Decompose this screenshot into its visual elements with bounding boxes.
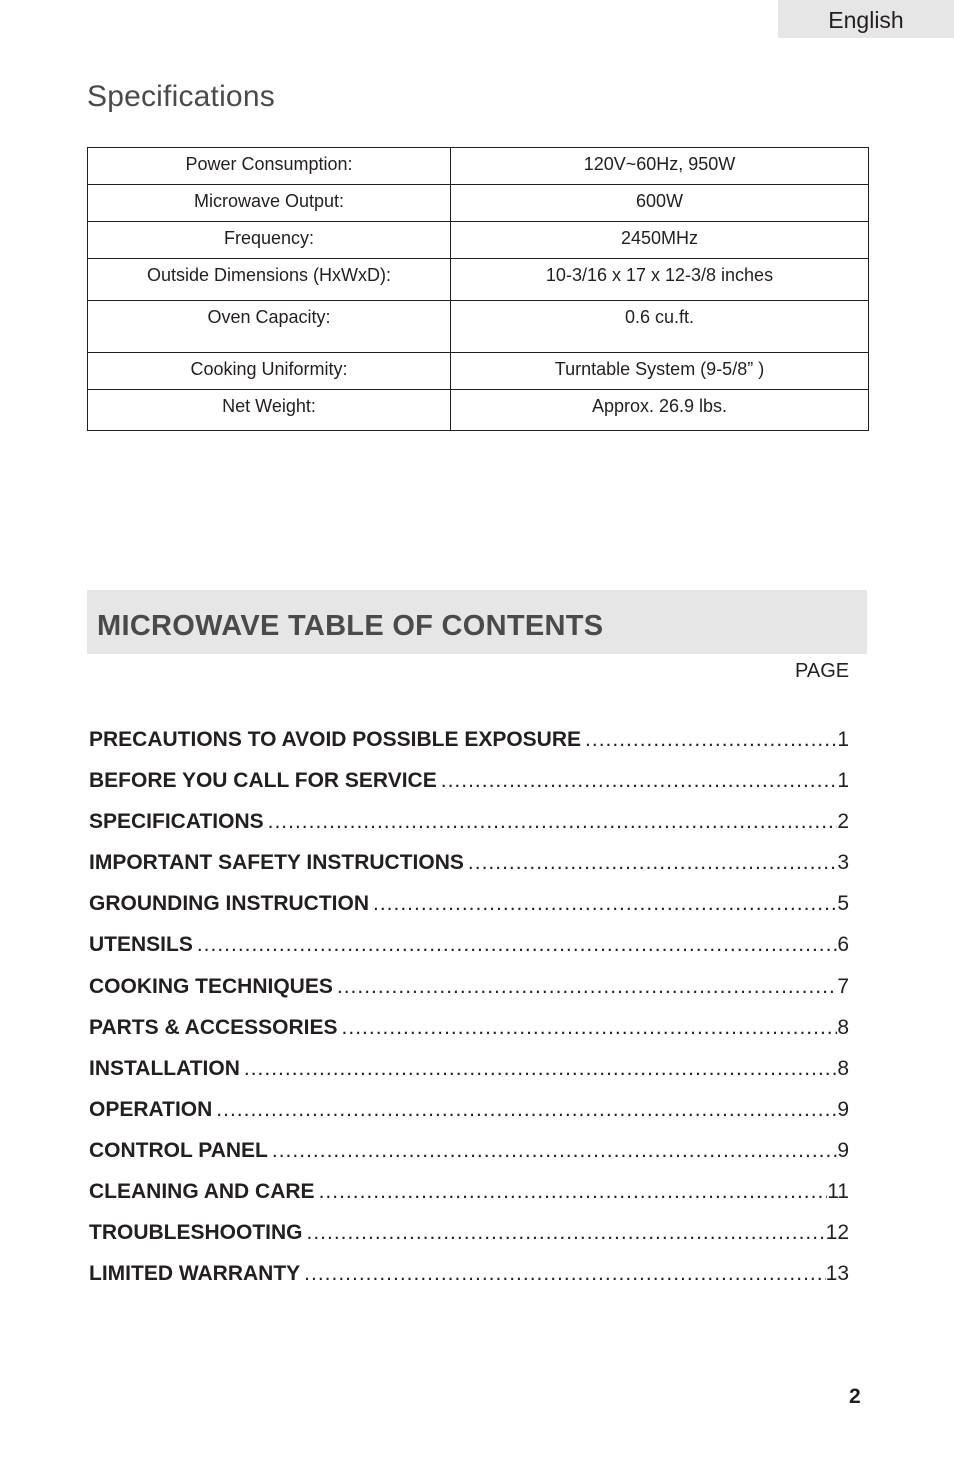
toc-entry-page: 5: [837, 892, 849, 916]
specifications-title: Specifications: [87, 80, 275, 113]
spec-value: Approx. 26.9 lbs.: [451, 390, 869, 431]
toc-page-label: PAGE: [795, 660, 850, 682]
spec-row: [88, 222, 869, 259]
toc-entry: [89, 1089, 849, 1130]
toc-entry-label: CONTROL PANEL: [89, 1138, 268, 1162]
toc-entry-page: 9: [837, 1138, 849, 1162]
toc-entry: [89, 966, 849, 1007]
toc-entry-label: SPECIFICATIONS: [89, 810, 264, 834]
toc-entry-label: OPERATION: [89, 1097, 213, 1121]
toc-entry: [89, 1171, 849, 1212]
spec-label: Power Consumption:: [88, 148, 451, 185]
toc-entry-label: IMPORTANT SAFETY INSTRUCTIONS: [89, 851, 464, 875]
toc-entry-label: CLEANING AND CARE: [89, 1180, 315, 1204]
toc-entry: [89, 1253, 849, 1294]
toc-entry-page: 2: [837, 810, 849, 834]
toc-leader: [337, 966, 837, 1007]
toc-entry-page: 7: [837, 974, 849, 998]
spec-label: Outside Dimensions (HxWxD):: [88, 259, 451, 301]
toc-entry-page: 8: [837, 1056, 849, 1080]
toc-entry-page: 1: [837, 728, 849, 751]
toc-entry-page: 8: [837, 1015, 849, 1039]
toc-entry: [89, 801, 849, 842]
toc-entry: [89, 1130, 849, 1171]
specifications-table: [87, 147, 869, 431]
toc-entry-label: COOKING TECHNIQUES: [89, 974, 333, 998]
spec-label: Net Weight:: [88, 390, 451, 431]
spec-row: [88, 259, 869, 301]
spec-row: [88, 390, 869, 431]
toc-leader: [342, 1007, 838, 1048]
toc-title: MICROWAVE TABLE OF CONTENTS: [97, 610, 604, 642]
toc-entry-label: INSTALLATION: [89, 1056, 240, 1080]
toc-entry-page: 11: [827, 1180, 849, 1204]
toc-leader: [272, 1130, 837, 1171]
toc-entry: [89, 842, 849, 883]
spec-label: Cooking Uniformity:: [88, 353, 451, 390]
toc-entry: [89, 883, 849, 924]
spec-value: 10-3/16 x 17 x 12-3/8 inches: [451, 259, 869, 301]
spec-value: 120V~60Hz, 950W: [451, 148, 869, 185]
toc-entry-label: BEFORE YOU CALL FOR SERVICE: [89, 769, 437, 793]
toc-entry-page: 6: [837, 933, 849, 957]
toc-leader: [468, 842, 837, 883]
toc-entry-label: PRECAUTIONS TO AVOID POSSIBLE EXPOSURE: [89, 728, 582, 751]
spec-label: Microwave Output:: [88, 185, 451, 222]
toc-entry-label: UTENSILS: [89, 933, 193, 957]
spec-label: Frequency:: [88, 222, 451, 259]
spec-value: 0.6 cu.ft.: [451, 301, 869, 353]
toc-entry-label: LIMITED WARRANTY: [89, 1262, 301, 1286]
toc-entry: [89, 1212, 849, 1253]
toc-leader: [585, 719, 837, 760]
toc-leader: [304, 1253, 825, 1294]
spec-row: [88, 185, 869, 222]
toc-entry: [89, 1007, 849, 1048]
toc-leader: [307, 1212, 826, 1253]
toc-header: [87, 590, 867, 654]
spec-value: Turntable System (9-5/8” ): [451, 353, 869, 390]
spec-value: 2450MHz: [451, 222, 869, 259]
spec-row: [88, 353, 869, 390]
toc-entry: [89, 1048, 849, 1089]
language-tab: English: [778, 0, 954, 38]
toc-leader: [244, 1048, 837, 1089]
toc-entry-page: 9: [837, 1097, 849, 1121]
spec-value: 600W: [451, 185, 869, 222]
toc-entry-label: PARTS & ACCESSORIES: [89, 1015, 338, 1039]
spec-label: Oven Capacity:: [88, 301, 451, 353]
toc-entry-label: GROUNDING INSTRUCTION: [89, 892, 369, 916]
toc-entry: [89, 760, 849, 801]
toc-entry-page: 13: [825, 1262, 849, 1286]
spec-row: [88, 148, 869, 185]
toc-entry-page: 12: [825, 1221, 849, 1245]
toc-leader: [268, 801, 838, 842]
toc-leader: [373, 883, 837, 924]
page-number: 2: [849, 1385, 861, 1408]
toc-entry: [89, 924, 849, 965]
toc-leader: [216, 1089, 837, 1130]
toc-entry: [89, 719, 849, 760]
toc-leader: [319, 1171, 828, 1212]
toc-leader: [197, 924, 837, 965]
spec-row: [88, 301, 869, 353]
toc-list: [89, 719, 849, 1294]
toc-entry-label: TROUBLESHOOTING: [89, 1221, 303, 1245]
toc-entry-page: 1: [837, 769, 849, 793]
toc-leader: [441, 760, 838, 801]
toc-entry-page: 3: [837, 851, 849, 875]
